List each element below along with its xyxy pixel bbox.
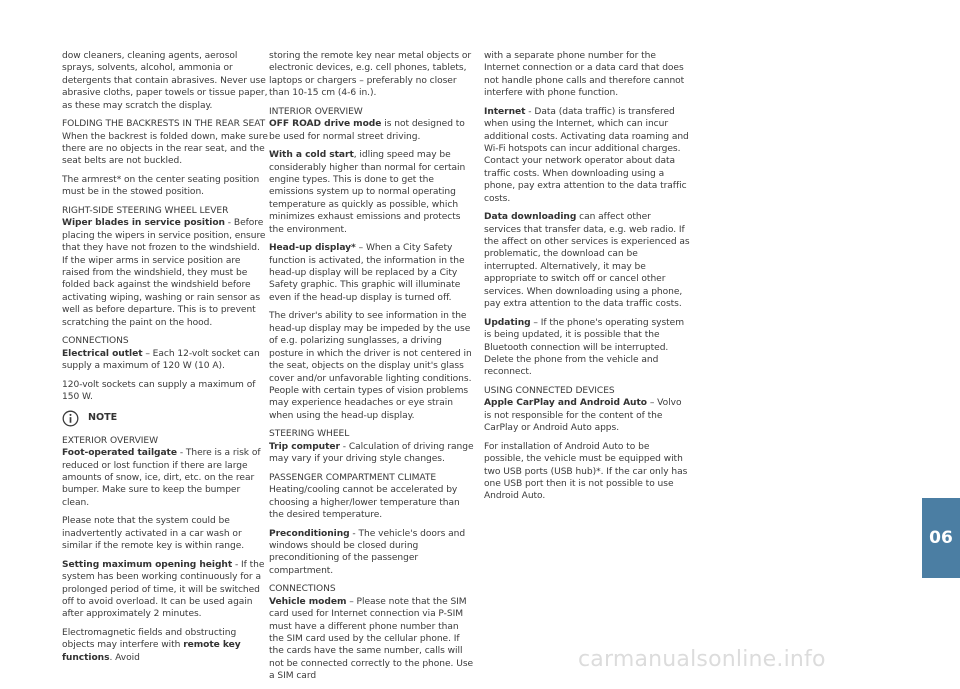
section-steering-wheel bbox=[269, 428, 475, 465]
term-head-up-display: Head-up display* bbox=[269, 243, 356, 254]
paragraph-display-cleaning: dow cleaners, cleaning agents, aerosol sprays, solvents, alcohol, ammonia or detergents that contain abrasives. Never use abrasive cloths, paper towels or tissue paper, as these may scratch the display. bbox=[62, 51, 268, 111]
paragraph-head-up-display bbox=[269, 242, 475, 304]
note-label: NOTE bbox=[88, 411, 118, 423]
column-2 bbox=[269, 50, 475, 689]
section-interior-overview bbox=[269, 106, 475, 422]
heading-connections-2: CONNECTIONS bbox=[269, 584, 336, 595]
term-off-road: OFF ROAD drive mode bbox=[269, 119, 382, 130]
text-foot-operated-tailgate: - There is a risk of reduced or lost function if there are large amounts of snow, ice, dirt, etc. on the rear bumper. Make sure to keep the bumper clean. bbox=[62, 448, 261, 508]
heading-connected-devices: USING CONNECTED DEVICES bbox=[484, 385, 615, 396]
paragraph-data-downloading bbox=[484, 211, 690, 310]
term-carplay: Apple CarPlay and Android Auto bbox=[484, 398, 647, 409]
paragraph-carplay bbox=[484, 397, 690, 434]
term-electrical-outlet: Electrical outlet bbox=[62, 348, 143, 359]
paragraph-armrest: The armrest* on the center seating position must be in the stowed position. bbox=[62, 175, 260, 198]
column-3 bbox=[484, 50, 690, 509]
text-electrical-outlet: – Each 12-volt socket can supply a maximum of 120 W (10 A). bbox=[62, 348, 260, 372]
paragraph-vehicle-modem bbox=[269, 596, 475, 683]
paragraph-android-auto: For installation of Android Auto to be possible, the vehicle must be equipped with two USB ports (USB hub)*. If the car only has one USB port then it is not possible to use Android Auto. bbox=[484, 441, 688, 502]
paragraph-120v-sockets: 120-volt sockets can supply a maximum of 150 W. bbox=[62, 379, 256, 403]
paragraph-internet bbox=[484, 106, 690, 205]
info-icon bbox=[62, 410, 79, 427]
text-off-road: is not designed to be used for normal street driving. bbox=[269, 119, 465, 142]
heading-exterior-overview: EXTERIOR OVERVIEW bbox=[62, 435, 159, 446]
section-steering-lever bbox=[62, 205, 268, 329]
paragraph-folding-backrests: When the backrest is folded down, make sure there are no objects in the rear seat, and the seat belts are not buckled. bbox=[62, 131, 268, 167]
heading-folding-backrests: FOLDING THE BACKRESTS IN THE REAR SEAT bbox=[62, 119, 266, 130]
paragraph-separate-number: with a separate phone number for the Internet connection or a data card that does not handle phone calls and therefore cannot interfere with phone function. bbox=[484, 51, 685, 99]
note-header bbox=[62, 410, 268, 427]
text-electromagnetic-a: Electromagnetic fields and obstructing objects may interfere with bbox=[62, 627, 237, 651]
term-remote-key-functions: remote key functions bbox=[62, 640, 241, 663]
paragraph-opening-height bbox=[62, 559, 268, 621]
paragraph-foot-operated-tailgate bbox=[62, 447, 268, 509]
chapter-tab: 06 bbox=[922, 498, 960, 578]
paragraph-electromagnetic bbox=[62, 627, 268, 664]
section-connected-devices bbox=[484, 385, 690, 503]
paragraph-wiper-blades bbox=[62, 217, 268, 329]
watermark: carmanualsonline.info bbox=[578, 647, 826, 672]
text-opening-height: - If the system has been working continuously for a prolonged period of time, it will be switched off to avoid overload. It can be used again after approximately 2 minutes. bbox=[62, 559, 265, 620]
section-connections-2 bbox=[269, 583, 475, 682]
paragraph-cold-start bbox=[269, 149, 475, 236]
term-internet: Internet bbox=[484, 106, 526, 117]
paragraph-electrical-outlet bbox=[62, 348, 268, 373]
text-vehicle-modem: – Please note that the SIM card used for Internet connection via P-SIM must have a different phone number than the SIM card used by the cellular phone. If the cards have the same number, calls will not be connected correctly to the phone. Use a SIM card bbox=[269, 596, 474, 682]
term-wiper-blades: Wiper blades in service position bbox=[62, 218, 225, 229]
term-trip-computer: Trip computer bbox=[269, 441, 340, 452]
paragraph-off-road bbox=[269, 118, 475, 143]
text-carplay: – Volvo is not responsible for the content of the CarPlay or Android Auto apps. bbox=[484, 398, 682, 434]
heading-steering-lever: RIGHT-SIDE STEERING WHEEL LEVER bbox=[62, 206, 229, 217]
text-data-downloading: can affect other services that transfer data, e.g. web radio. If the affect on other services is experienced as problematic, the download can be interrupted. Alternatively, it may be appropriate to switch off or cancel other services. When downloading using a phone, pay extra attention to the data traffic costs. bbox=[484, 212, 690, 310]
term-opening-height: Setting maximum opening height bbox=[62, 559, 233, 570]
paragraph-updating bbox=[484, 317, 690, 379]
paragraph-car-wash: Please note that the system could be inadvertently activated in a car wash or similar if the remote key is within range. bbox=[62, 516, 245, 552]
section-exterior-overview bbox=[62, 435, 268, 664]
text-wiper-blades: - Before placing the wipers in service position, ensure that they have not frozen to the windshield. If the wiper arms in service position are raised from the windshield, they must be folded back against the windshield before activating wiping, washing or rain sensor as well as before departure. This is to prevent scratching the paint on the hood. bbox=[62, 218, 266, 328]
paragraph-remote-key-storage: storing the remote key near metal objects or electronic devices, e.g. cell phones, tablets, laptops or chargers – preferably no closer than 10-15 cm (4-6 in.). bbox=[269, 51, 472, 99]
text-head-up-display: – When a City Safety function is activated, the information in the head-up display will be replaced by a City Safety graphic. This graphic will illuminate even if the head-up display is turned off. bbox=[269, 243, 465, 303]
term-data-downloading: Data downloading bbox=[484, 212, 577, 223]
section-connections bbox=[62, 335, 268, 403]
term-vehicle-modem: Vehicle modem bbox=[269, 596, 347, 607]
paragraph-preconditioning bbox=[269, 528, 475, 578]
heading-connections: CONNECTIONS bbox=[62, 336, 129, 347]
paragraph-trip-computer bbox=[269, 441, 475, 466]
term-preconditioning: Preconditioning bbox=[269, 528, 350, 539]
text-preconditioning: - The vehicle's doors and windows should be closed during preconditioning of the passenger compartment. bbox=[269, 528, 466, 576]
term-foot-operated-tailgate: Foot-operated tailgate bbox=[62, 448, 177, 459]
column-1 bbox=[62, 50, 268, 670]
term-updating: Updating bbox=[484, 317, 531, 328]
text-electromagnetic-b: . Avoid bbox=[109, 652, 140, 663]
term-cold-start: With a cold start bbox=[269, 150, 354, 161]
section-folding-backrests bbox=[62, 118, 268, 199]
paragraph-head-up-visibility: The driver's ability to see information in the head-up display may be impeded by the use of e.g. polarizing sunglasses, a driving posture in which the driver is not centered in the seat, objects on the display unit's glass cover and/or unfavorable lighting conditions. People with certain types of vision problems may experience headaches or eye strain when using the head-up display. bbox=[269, 311, 472, 421]
heading-steering-wheel: STEERING WHEEL bbox=[269, 429, 350, 440]
text-trip-computer: - Calculation of driving range may vary if your driving style changes. bbox=[269, 441, 474, 465]
paragraph-heating-cooling: Heating/cooling cannot be accelerated by choosing a higher/lower temperature than the desired temperature. bbox=[269, 485, 460, 520]
text-internet: - Data (data traffic) is transfered when using the Internet, which can incur additional costs. Activating data roaming and Wi-Fi hotspots can incur additional charges. Contact your network operator about data traffic costs. When downloading using a phone, pay extra attention to the data traffic costs. bbox=[484, 106, 689, 204]
text-updating: – If the phone's operating system is being updated, it is possible that the Bluetooth connection will be interrupted. Delete the phone from the vehicle and reconnect. bbox=[484, 317, 685, 378]
heading-climate: PASSENGER COMPARTMENT CLIMATE bbox=[269, 472, 437, 483]
section-climate bbox=[269, 472, 475, 577]
heading-interior-overview: INTERIOR OVERVIEW bbox=[269, 106, 363, 117]
text-cold-start: , idling speed may be considerably higher than normal for certain engine types. This is done to get the emissions system up to normal operating temperature as quickly as possible, which minimizes exhaust emissions and protects the environment. bbox=[269, 150, 466, 235]
